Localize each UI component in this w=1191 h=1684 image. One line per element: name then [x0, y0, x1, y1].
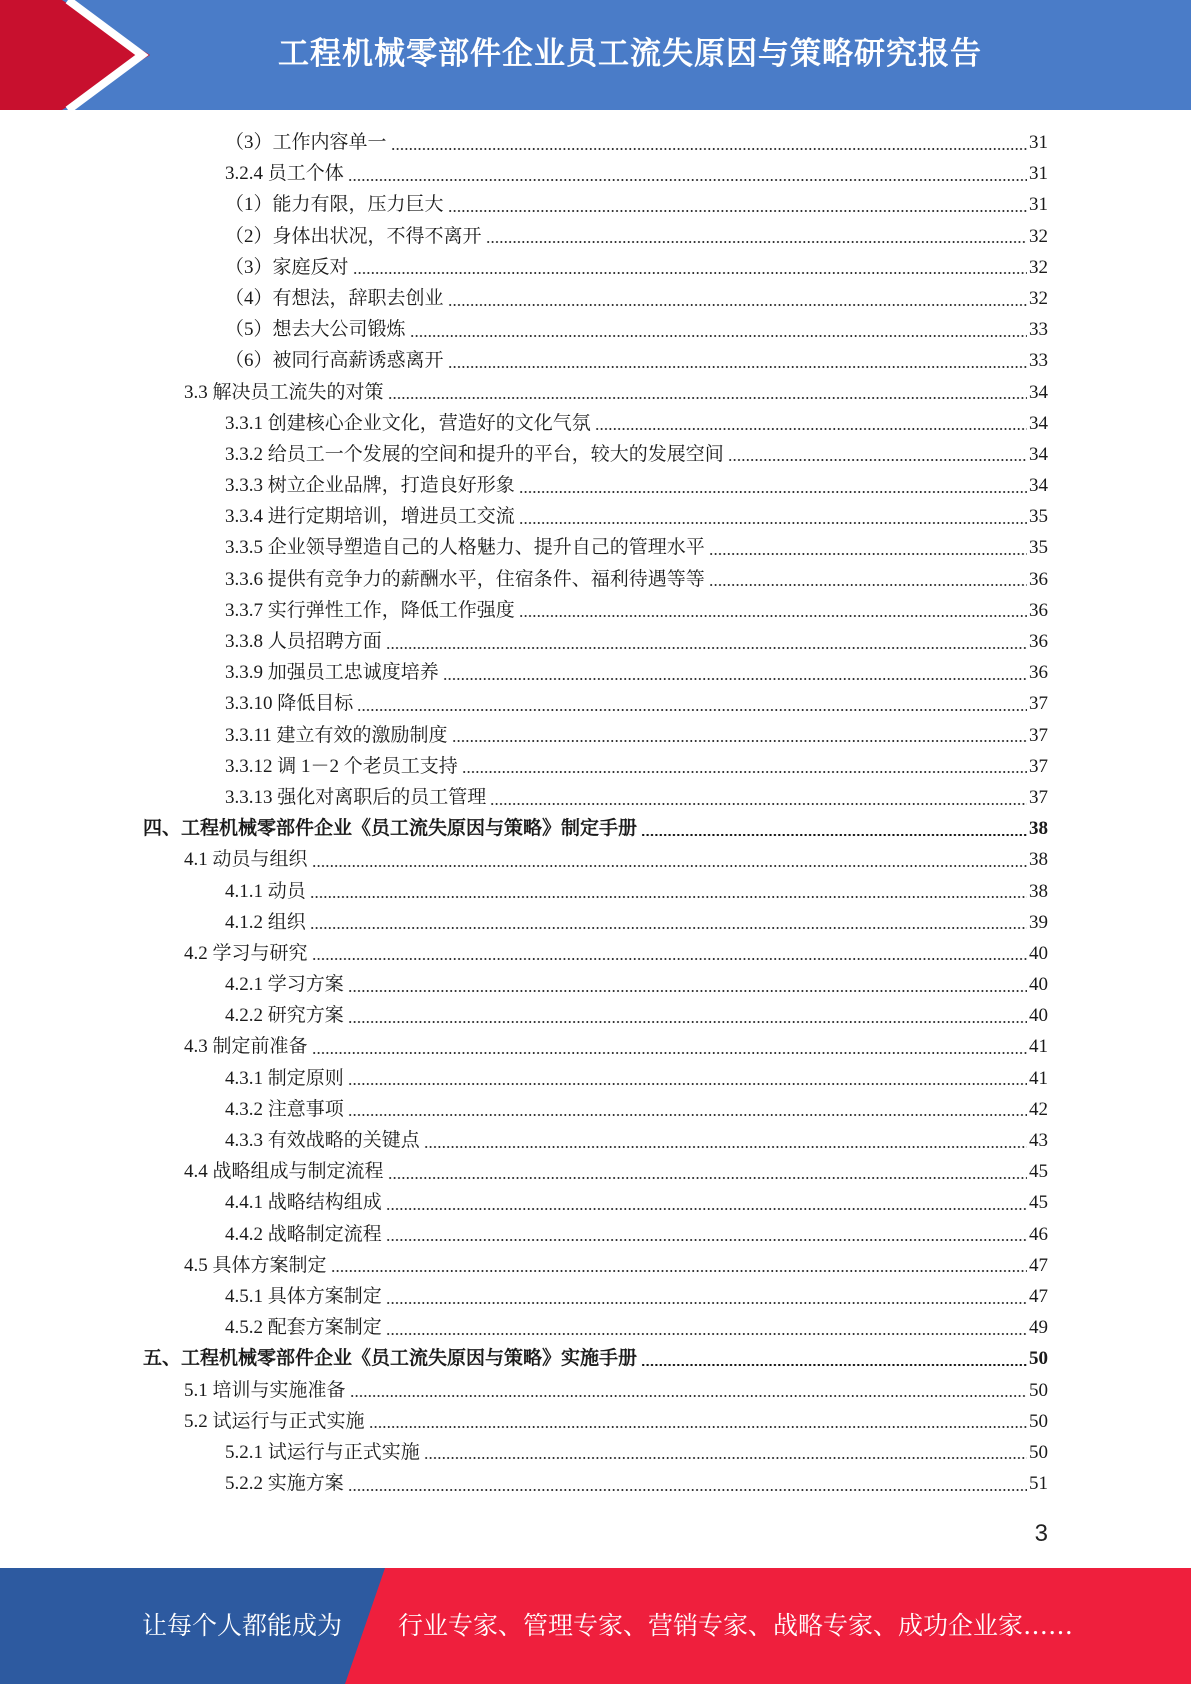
toc-entry-page: 32 [1029, 256, 1048, 278]
toc-entry[interactable] [0, 314, 1191, 345]
toc-entry-page: 38 [1029, 818, 1048, 840]
toc-entry-page: 34 [1029, 412, 1048, 434]
toc-entry-page: 47 [1029, 1254, 1048, 1276]
toc-dot-leader [388, 1177, 1027, 1179]
toc-dot-leader [452, 740, 1027, 742]
toc-entry-title: 4.5.2 配套方案制定 [225, 1317, 382, 1339]
toc-entry-page: 36 [1029, 599, 1048, 621]
toc-entry[interactable] [0, 283, 1191, 314]
toc-entry-title: 3.3.1 创建核心企业文化，营造好的文化气氛 [225, 412, 591, 434]
toc-dot-leader [348, 1489, 1027, 1491]
toc-entry[interactable] [0, 876, 1191, 907]
toc-dot-leader [486, 241, 1027, 243]
toc-entry-title: 3.2.4 员工个体 [225, 163, 344, 185]
toc-entry-page: 38 [1029, 849, 1048, 871]
toc-dot-leader [386, 647, 1027, 649]
toc-dot-leader [348, 1021, 1027, 1023]
toc-entry[interactable] [0, 688, 1191, 719]
toc-entry-title: 4.3 制定前准备 [184, 1036, 308, 1058]
toc-entry-title: 3.3.3 树立企业品牌，打造良好形象 [225, 475, 515, 497]
page-footer [0, 1568, 1191, 1684]
toc-entry-page: 37 [1029, 786, 1048, 808]
toc-entry-title: 3.3.9 加强员工忠诚度培养 [225, 662, 439, 684]
toc-entry[interactable] [0, 189, 1191, 220]
toc-entry-page: 31 [1029, 163, 1048, 185]
toc-entry-page: 36 [1029, 631, 1048, 652]
toc-dot-leader [310, 896, 1027, 898]
toc-dot-leader [490, 803, 1027, 805]
toc-entry-title: 4.4.2 战略制定流程 [225, 1223, 382, 1245]
toc-entry[interactable] [0, 1031, 1191, 1062]
toc-entry[interactable] [0, 1312, 1191, 1343]
toc-entry[interactable] [0, 1094, 1191, 1125]
toc-dot-leader [386, 1333, 1027, 1335]
toc-entry[interactable] [0, 844, 1191, 875]
table-of-contents [0, 127, 1191, 1499]
toc-dot-leader [595, 428, 1027, 430]
toc-entry[interactable] [0, 564, 1191, 595]
toc-entry-title: （3）工作内容单一 [225, 132, 387, 153]
toc-entry[interactable] [0, 1250, 1191, 1281]
toc-entry-title: 4.5 具体方案制定 [184, 1254, 327, 1276]
toc-entry[interactable] [0, 813, 1191, 844]
toc-entry-title: 3.3.2 给员工一个发展的空间和提升的平台，较大的发展空间 [225, 443, 724, 465]
toc-entry[interactable] [0, 501, 1191, 532]
toc-dot-leader [448, 210, 1027, 212]
page-number: 3 [1034, 1520, 1048, 1547]
toc-entry[interactable] [0, 782, 1191, 813]
toc-entry-page: 51 [1029, 1473, 1048, 1495]
toc-entry[interactable] [0, 1156, 1191, 1187]
toc-entry-page: 40 [1029, 974, 1048, 996]
toc-entry-title: （2）身体出状况，不得不离开 [225, 225, 482, 247]
toc-entry-title: 3.3.4 进行定期培训，增进员工交流 [225, 506, 515, 528]
toc-entry[interactable] [0, 439, 1191, 470]
toc-entry-page: 49 [1029, 1317, 1048, 1339]
toc-entry-page: 50 [1029, 1410, 1048, 1432]
toc-entry[interactable] [0, 751, 1191, 782]
toc-entry-title: 4.4.1 战略结构组成 [225, 1192, 382, 1214]
toc-dot-leader [641, 834, 1027, 836]
toc-entry-title: 5.2.2 实施方案 [225, 1473, 344, 1495]
toc-entry-title: （1）能力有限，压力巨大 [225, 194, 444, 216]
toc-dot-leader [310, 927, 1027, 929]
toc-entry-title: 3.3.7 实行弹性工作，降低工作强度 [225, 599, 515, 621]
toc-dot-leader [410, 335, 1027, 337]
toc-entry[interactable] [0, 158, 1191, 189]
toc-entry-title: 四、工程机械零部件企业《员工流失原因与策略》制定手册 [143, 818, 638, 840]
toc-dot-leader [348, 1114, 1027, 1116]
toc-entry[interactable] [0, 595, 1191, 626]
toc-entry-title: 5.2 试运行与正式实施 [184, 1410, 365, 1432]
toc-entry[interactable] [0, 1468, 1191, 1499]
toc-entry-page: 37 [1029, 755, 1048, 777]
toc-entry-title: （4）有想法，辞职去创业 [225, 287, 444, 309]
toc-dot-leader [519, 491, 1027, 493]
toc-entry-title: （3）家庭反对 [225, 256, 349, 278]
toc-entry[interactable] [0, 1281, 1191, 1312]
toc-dot-leader [388, 397, 1027, 399]
toc-entry-page: 33 [1029, 350, 1048, 372]
toc-entry[interactable] [0, 1437, 1191, 1468]
toc-entry-page: 31 [1029, 194, 1048, 216]
toc-entry-title: 4.1.2 组织 [225, 911, 306, 933]
toc-entry-page: 38 [1029, 880, 1048, 902]
toc-entry-title: 4.2.2 研究方案 [225, 1005, 344, 1027]
toc-entry-page: 34 [1029, 381, 1048, 403]
toc-dot-leader [386, 1302, 1027, 1304]
toc-entry-title: 4.5.1 具体方案制定 [225, 1285, 382, 1307]
toc-entry-page: 32 [1029, 287, 1048, 309]
toc-dot-leader [386, 1208, 1027, 1210]
toc-dot-leader [519, 522, 1027, 524]
toc-entry-title: 3.3.10 降低目标 [225, 693, 354, 715]
footer-slogan-right: 行业专家、管理专家、营销专家、战略专家、成功企业家…… [398, 1611, 1074, 1640]
toc-dot-leader [369, 1426, 1027, 1428]
toc-dot-leader [312, 1052, 1027, 1054]
toc-entry-title: 4.3.3 有效战略的关键点 [225, 1130, 420, 1151]
toc-entry[interactable] [0, 1343, 1191, 1374]
toc-dot-leader [312, 865, 1027, 867]
toc-dot-leader [443, 678, 1027, 680]
toc-entry[interactable] [0, 345, 1191, 376]
toc-dot-leader [391, 148, 1027, 150]
toc-dot-leader [709, 584, 1027, 586]
toc-entry[interactable] [0, 408, 1191, 439]
toc-entry-title: 3.3.11 建立有效的激励制度 [225, 724, 448, 746]
toc-dot-leader [350, 1395, 1027, 1397]
toc-dot-leader [348, 179, 1027, 181]
toc-entry[interactable] [0, 1375, 1191, 1406]
toc-entry-title: 3.3.13 强化对离职后的员工管理 [225, 786, 487, 808]
toc-entry-title: 4.3.2 注意事项 [225, 1098, 344, 1120]
toc-entry-page: 46 [1029, 1223, 1048, 1245]
toc-entry-page: 39 [1029, 911, 1048, 933]
toc-entry[interactable] [0, 1187, 1191, 1218]
toc-entry-page: 41 [1029, 1067, 1048, 1089]
toc-entry[interactable] [0, 252, 1191, 283]
toc-dot-leader [709, 553, 1027, 555]
toc-entry-title: 4.1 动员与组织 [184, 849, 308, 871]
toc-entry-title: 4.4 战略组成与制定流程 [184, 1161, 384, 1183]
toc-entry-page: 40 [1029, 1005, 1048, 1027]
toc-entry-title: 3.3.8 人员招聘方面 [225, 631, 382, 652]
toc-entry[interactable] [0, 1125, 1191, 1156]
document-title: 工程机械零部件企业员工流失原因与策略研究报告 [278, 36, 982, 72]
toc-entry[interactable] [0, 1063, 1191, 1094]
toc-entry-page: 45 [1029, 1161, 1048, 1183]
toc-dot-leader [357, 709, 1027, 711]
toc-entry-page: 36 [1029, 568, 1048, 590]
toc-dot-leader [728, 459, 1027, 461]
toc-dot-leader [448, 366, 1027, 368]
toc-dot-leader [331, 1270, 1027, 1272]
toc-dot-leader [353, 272, 1027, 274]
toc-entry-title: 5.1 培训与实施准备 [184, 1379, 346, 1401]
footer-slogan-left: 让每个人都能成为 [142, 1611, 343, 1640]
toc-entry-title: 4.2 学习与研究 [184, 942, 308, 964]
toc-entry[interactable] [0, 1219, 1191, 1250]
toc-entry-page: 42 [1029, 1098, 1048, 1120]
toc-entry[interactable] [0, 938, 1191, 969]
toc-entry-page: 37 [1029, 724, 1048, 746]
toc-entry-page: 50 [1029, 1379, 1048, 1401]
toc-entry[interactable] [0, 1000, 1191, 1031]
toc-entry-title: 3.3.12 调 1－2 个老员工支持 [225, 755, 458, 777]
toc-entry-page: 43 [1029, 1130, 1048, 1151]
toc-entry-page: 31 [1029, 132, 1048, 153]
toc-dot-leader [519, 615, 1027, 617]
toc-entry-page: 35 [1029, 537, 1048, 559]
toc-entry-page: 34 [1029, 443, 1048, 465]
toc-entry-title: 3.3.5 企业领导塑造自己的人格魅力、提升自己的管理水平 [225, 537, 705, 559]
toc-entry[interactable] [0, 532, 1191, 563]
toc-entry[interactable] [0, 1406, 1191, 1437]
toc-entry-title: 5.2.1 试运行与正式实施 [225, 1441, 420, 1463]
toc-entry-page: 41 [1029, 1036, 1048, 1058]
toc-entry[interactable] [0, 626, 1191, 657]
toc-entry[interactable] [0, 377, 1191, 408]
toc-entry-title: （6）被同行高薪诱惑离开 [225, 350, 444, 372]
toc-entry-title: （5）想去大公司锻炼 [225, 319, 406, 341]
page-header [0, 0, 1191, 110]
toc-entry-title: 4.1.1 动员 [225, 880, 306, 902]
toc-dot-leader [386, 1239, 1027, 1241]
toc-entry-page: 36 [1029, 662, 1048, 684]
toc-entry[interactable] [0, 470, 1191, 501]
toc-entry-title: 3.3.6 提供有竞争力的薪酬水平，住宿条件、福利待遇等等 [225, 568, 705, 590]
toc-entry-page: 47 [1029, 1285, 1048, 1307]
toc-entry-page: 37 [1029, 693, 1048, 715]
toc-entry-title: 五、工程机械零部件企业《员工流失原因与策略》实施手册 [143, 1348, 638, 1370]
toc-entry-title: 4.2.1 学习方案 [225, 974, 344, 996]
toc-entry-page: 32 [1029, 225, 1048, 247]
toc-entry-title: 4.3.1 制定原则 [225, 1067, 344, 1089]
toc-dot-leader [348, 990, 1027, 992]
toc-entry[interactable] [0, 127, 1191, 158]
toc-dot-leader [448, 304, 1027, 306]
toc-dot-leader [641, 1364, 1027, 1366]
toc-entry-page: 40 [1029, 942, 1048, 964]
toc-entry[interactable] [0, 969, 1191, 1000]
toc-entry[interactable] [0, 720, 1191, 751]
toc-dot-leader [424, 1146, 1027, 1148]
toc-dot-leader [348, 1083, 1027, 1085]
toc-dot-leader [424, 1457, 1027, 1459]
toc-entry-title: 3.3 解决员工流失的对策 [184, 381, 384, 403]
toc-dot-leader [312, 958, 1027, 960]
toc-entry[interactable] [0, 907, 1191, 938]
toc-entry-page: 35 [1029, 506, 1048, 528]
toc-entry[interactable] [0, 221, 1191, 252]
toc-entry-page: 50 [1029, 1348, 1048, 1370]
toc-entry-page: 45 [1029, 1192, 1048, 1214]
toc-dot-leader [462, 771, 1027, 773]
toc-entry-page: 34 [1029, 475, 1048, 497]
toc-entry-page: 33 [1029, 319, 1048, 341]
toc-entry-page: 50 [1029, 1441, 1048, 1463]
toc-entry[interactable] [0, 657, 1191, 688]
